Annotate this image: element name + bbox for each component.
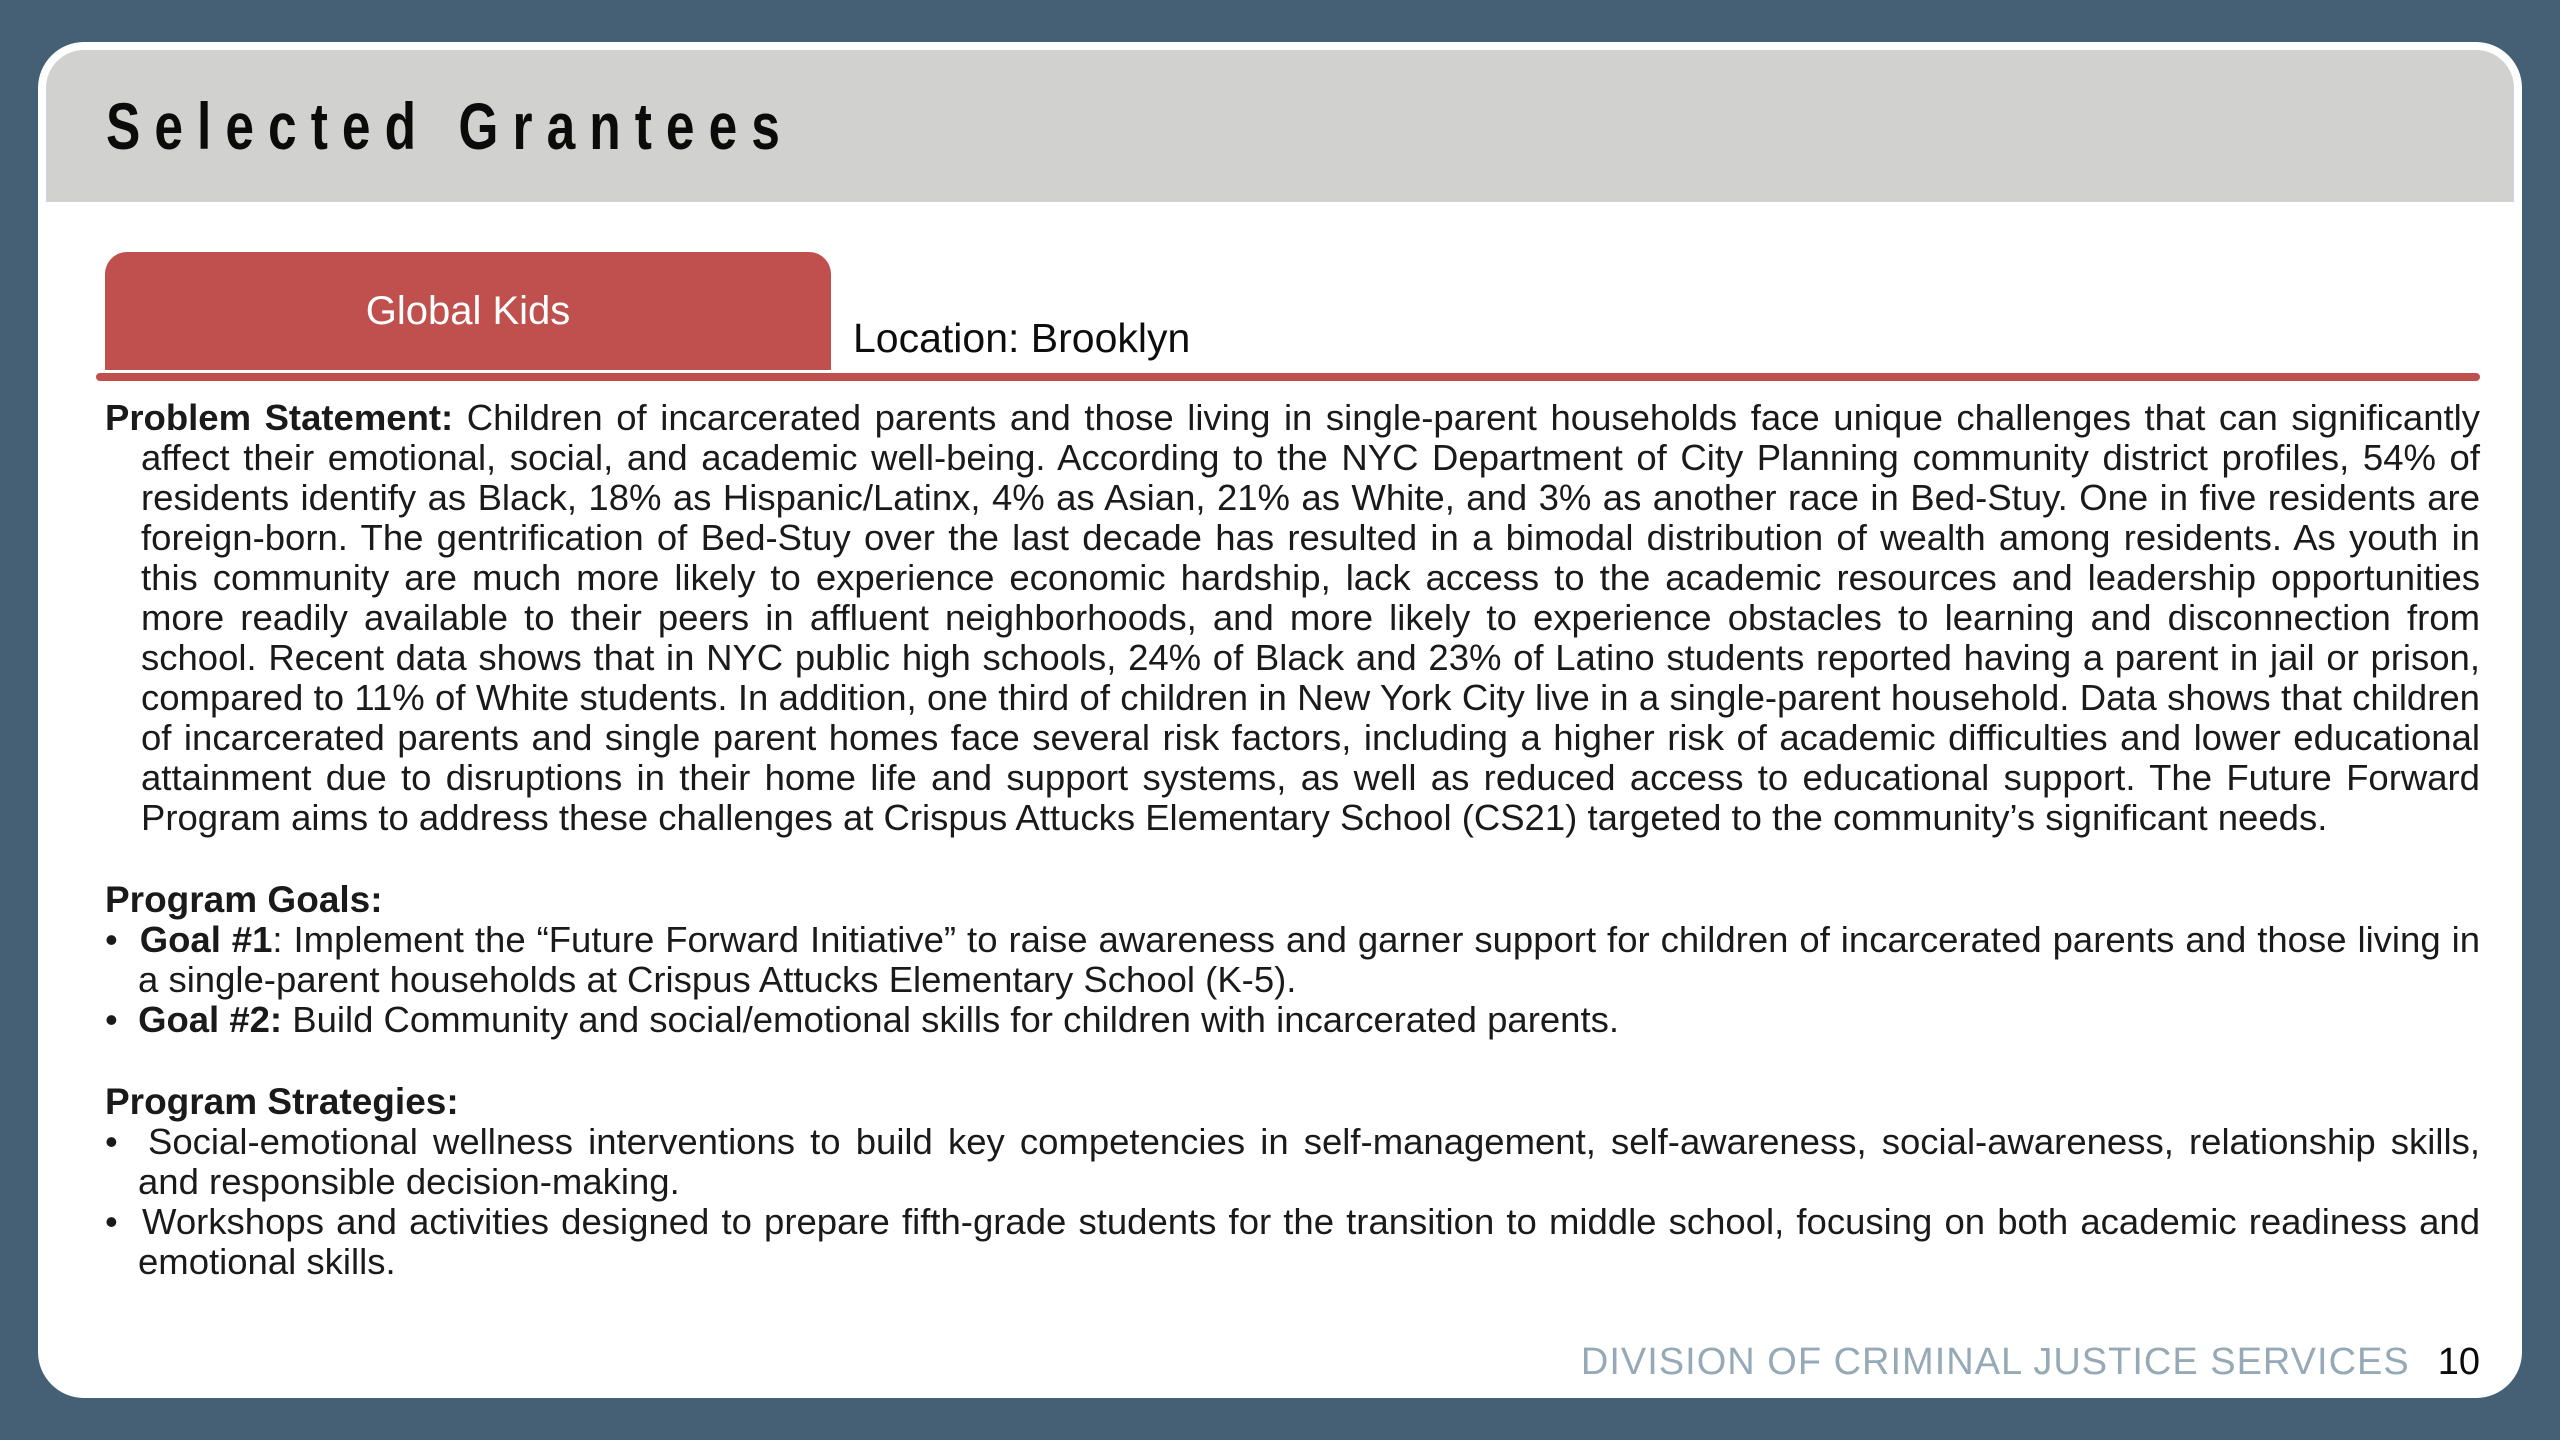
problem-statement-text: Children of incarcerated parents and those living in single-parent households face unique challenges that can significantly affect their emotional, social, and academic well-being. According to the NYC Department of City Planning community district profiles, 54% of residents identify as Black, 18% as Hispanic/Latinx, 4% as Asian, 21% as White, and 3% as another race in Bed-Stuy. One in five residents are foreign-born. The gentrification of Bed-Stuy over the last decade has resulted in a bimodal distribution of wealth among residents. As youth in this community are much more likely to experience economic hardship, lack access to the academic resources and leadership opportunities more readily available to their peers in affluent neighborhoods, and more likely to experience obstacles to learning and disconnection from school. Recent data shows that in NYC public high schools, 24% of Black and 23% of Latino students reported having a parent in jail or prison, compared to 11% of White students. In addition, one third of children in New York City live in a single-parent household. Data shows that children of incarcerated parents and single parent homes face several risk factors, including a higher risk of academic difficulties and lower educational attainment due to disruptions in their home life and support systems, as well as reduced access to educational support. The Future Forward Program aims to address these challenges at Crispus Attucks Elementary School (CS21) targeted to the community’s significant needs. <box>141 397 2480 838</box>
goal-2-item <box>105 1000 2480 1040</box>
slide-header-bar <box>46 50 2514 202</box>
page-number: 10 <box>2437 1341 2480 1383</box>
goal-1-label: Goal #1 <box>139 919 273 960</box>
goal-1-text: : Implement the “Future Forward Initiative” to raise awareness and garner support for children of incarcerated parents and those living in a single-parent households at Crispus Attucks Elementary School (K-5). <box>138 919 2481 1000</box>
grantee-location: Location: Brooklyn <box>853 315 1191 361</box>
slide-card <box>38 42 2522 1398</box>
goal-2-text: Build Community and social/emotional skills for children with incarcerated parents. <box>282 999 1619 1040</box>
goal-1-item <box>105 920 2480 1000</box>
strategy-2-item: • Workshops and activities designed to prepare fifth-grade students for the transition to middle school, focusing on both academic readiness and emotional skills. <box>105 1202 2480 1282</box>
page-title: Selected Grantees <box>106 89 794 163</box>
accent-divider <box>96 373 2480 381</box>
strategy-1-item: • Social-emotional wellness interventions to build key competencies in self-management, self-awareness, social-awareness, relationship skills, and responsible decision-making. <box>105 1122 2480 1202</box>
program-goals-heading: Program Goals: <box>105 879 383 920</box>
grantee-name-tab <box>105 252 831 370</box>
problem-statement-label: Problem Statement: <box>105 397 454 438</box>
problem-statement <box>105 398 2480 838</box>
slide-footer <box>1581 1341 2480 1384</box>
grantee-tab-row <box>105 252 2480 370</box>
program-strategies-heading: Program Strategies: <box>105 1081 459 1122</box>
slide-content <box>38 252 2522 1282</box>
grantee-name-label: Global Kids <box>365 288 571 333</box>
footer-organization: DIVISION OF CRIMINAL JUSTICE SERVICES <box>1580 1341 2410 1383</box>
goal-2-label: Goal #2: <box>138 999 283 1040</box>
